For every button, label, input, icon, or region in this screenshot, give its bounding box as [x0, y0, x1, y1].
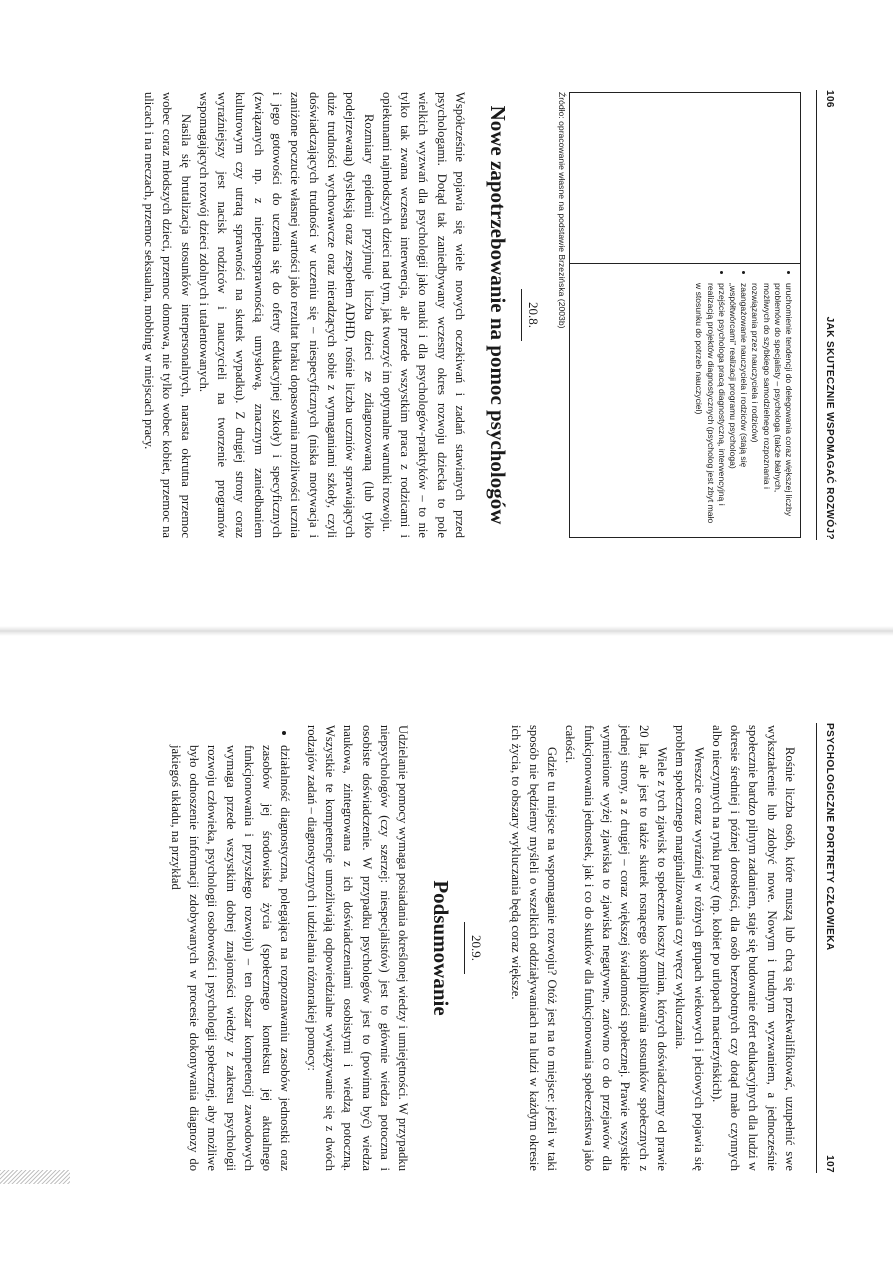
scan-edge-mark: [0, 1170, 70, 1184]
section-number: 20.9.: [469, 935, 485, 961]
header-title: JAK SKUTECZNIE WSPOMAGAĆ ROZWÓJ?: [824, 316, 835, 540]
source-note: Źródło: opracowanie własne na podstawie Brzezińska (2003b): [557, 92, 567, 329]
paragraph: Rozmiary epidemii przyjmuje liczba dzieci ze zdiagnozowaną (lub tylko podejrzewaną) dysleksją oraz zespołem ADHD, rośnie liczba uczniów sprawiających duże trudności wychowawcze oraz nieradzących sobie z wymaganiami szkoły, czyli doświadczających trudności w uczeniu się – niespecyficznych (niska motywacja i zaniżone poczucie własnej wartości jako rezultat braku dopasowania możliwości ucznia i jego gotowości do uczenia się do oferty edukacyjnej szkoły) i specyficznych (związanych np. z niepełnosprawnością umysłową, znacznym zaniedbaniem kulturowym czy utratą sprawności na skutek wypadku). Z drugiej strony coraz wyraźniejszy jest nacisk rodziców i nauczycieli na tworzenie programów wspomagających rozwój dzieci zdolnych i utalentowanych.: [196, 92, 376, 538]
section-rule: [521, 289, 522, 341]
left-page: [0, 0, 893, 630]
right-page-body: [166, 725, 799, 1171]
section-title: Nowe zapotrzebowanie na pomoc psychologów: [486, 105, 510, 525]
page-number: 107: [824, 1155, 835, 1173]
header-title: PSYCHOLOGICZNE PORTRETY CZŁOWIEKA: [824, 723, 835, 951]
section-number: 20.8.: [526, 302, 541, 328]
table-fragment: [569, 92, 801, 538]
paragraph: Współcześnie pojawia się wiele nowych oczekiwań i zadań stawianych przed psychologami. Dotąd tak zaniedbywany wczesny okres rozwoju dziecka to pole wielkich wyzwań dla psychologii jako nauki i dla psychologów-praktyków – to nie tylko tak zwana wczesna interwencja, ale przede wszystkim praca z rodzicami i opiekunami najmłodszych dzieci nad tym, jak tworzyć im optymalne warunki rozwoju.: [379, 92, 467, 538]
summary-bullet: • działalność diagnostyczna, polegająca na rozpoznawaniu zasobów jednostki oraz zasobów jej środowiska życia (społecznego kontekstu jej aktualnego funkcjonowania i przyszłego rozwoju) – ten obszar kompetencji zawodowych wymaga przede wszystkim dobrej znajomości wiedzy z zakresu psychologii rozwoju człowieka, psychologii osobowości i psychologii społecznej, aby możliwe było odnoszenie informacji zdobywanych w procesie dokonywania diagnozy do jakiegoś układu, na przykład: [166, 745, 294, 1171]
summary-bullet-list: [166, 725, 294, 1171]
table-bullet: • zaangażowanie nauczyciela i rodziców (stają się „współtwórcami” realizacji programu psychologa): [727, 283, 749, 531]
right-page: [0, 633, 893, 1263]
paragraph: Wreszcie coraz wyraźniej w różnych grupach wiekowych i płciowych pojawia się problem społecznego marginalizowania czy wręcz wykluczania.: [673, 725, 706, 1171]
running-header-left: [816, 90, 835, 540]
table-bullet: • przejście psychologa pracą diagnostyczną, interwencyjną i realizacją projektów diagnostycznych (psycholog jest zbyt mało w stosunku do potrzeb nauczyciel): [693, 283, 727, 531]
section-title: Podsumowanie: [429, 880, 454, 1016]
table-bullet-list: [693, 271, 794, 531]
table-empty-column: [570, 93, 800, 264]
section-20-8: [140, 92, 541, 538]
section-rule: [464, 922, 465, 974]
paragraph: Rośnie liczba osób, które muszą lub chcą się przekwalifikować, uzupełnić swe wykształcenie lub zdobyć nowe. Nowym i trudnym wyzwaniem, a jednocześnie społecznie bardzo pilnym zadaniem, staje się budowanie ofert edukacyjnych dla ludzi w okresie średniej i późnej dorosłości, dla osób bezrobotnych czy dotąd mało czynnych albo nieczynnych na rynku pracy (np. kobiet po urlopach macierzyńskich).: [709, 725, 797, 1171]
paragraph: Wiele z tych zjawisk to społeczne koszty zmian, których doświadczamy od prawie 20 lat, ale jest to także skutek rosnącego skomplikowania stosunków społecznych z jednej strony, a z drugiej – coraz większej świadomości społecznej. Prawie wszystkie wymienione wyżej zjawiska to zjawiska negatywne, zarówno co do przejawów dla funkcjonowania jednostek, jak i co do skutków dla funkcjonowania społeczeństwa jako całości.: [563, 725, 669, 1171]
table-bullet: • uruchomienie tendencji do delegowania coraz większej liczby problemów do specjalisty – psychologa (także błahych, możliwych do szybkiego samodzielnego rozpoznania i rozwiązania przez nauczyciela i rodziców): [749, 283, 794, 531]
paragraph: Gdzie tu miejsce na wspomaganie rozwoju? Otóż jest na to miejsce: jeżeli w taki sposób nie będziemy myśleli o wszelkich oddziaływaniach na ludzi w każdym okresie ich życia, to obszary wykluczania będą coraz większe.: [508, 725, 560, 1171]
running-header-right: [816, 723, 835, 1173]
page-number: 106: [824, 90, 835, 108]
summary-paragraph: Udzielanie pomocy wymaga posiadania określonej wiedzy i umiejętności. W przypadku niepsychologów (czy szerzej: niespecjalistów) jest to głównie wiedza potoczna i osobiste doświadczenie. W przypadku psychologów jest to (powinna być) wiedza naukowa, zintegrowana z ich doświadczeniami osobistymi i wiedzą potoczną. Wszystkie te kompetencje umożliwiają odpowiedzialne wywiązywanie się z dwóch rodzajów zadań – diagnostycznych i udzielania różnorakiej pomocy:: [304, 725, 411, 1171]
paragraph: Nasila się brutalizacja stosunków interpersonalnych, narasta okrutna przemoc wobec coraz młodszych dzieci, przemoc domowa, nie tylko wobec kobiet, przemoc na ulicach i na meczach, przemoc seksualna, mobbing w miejscach pracy.: [141, 92, 193, 538]
